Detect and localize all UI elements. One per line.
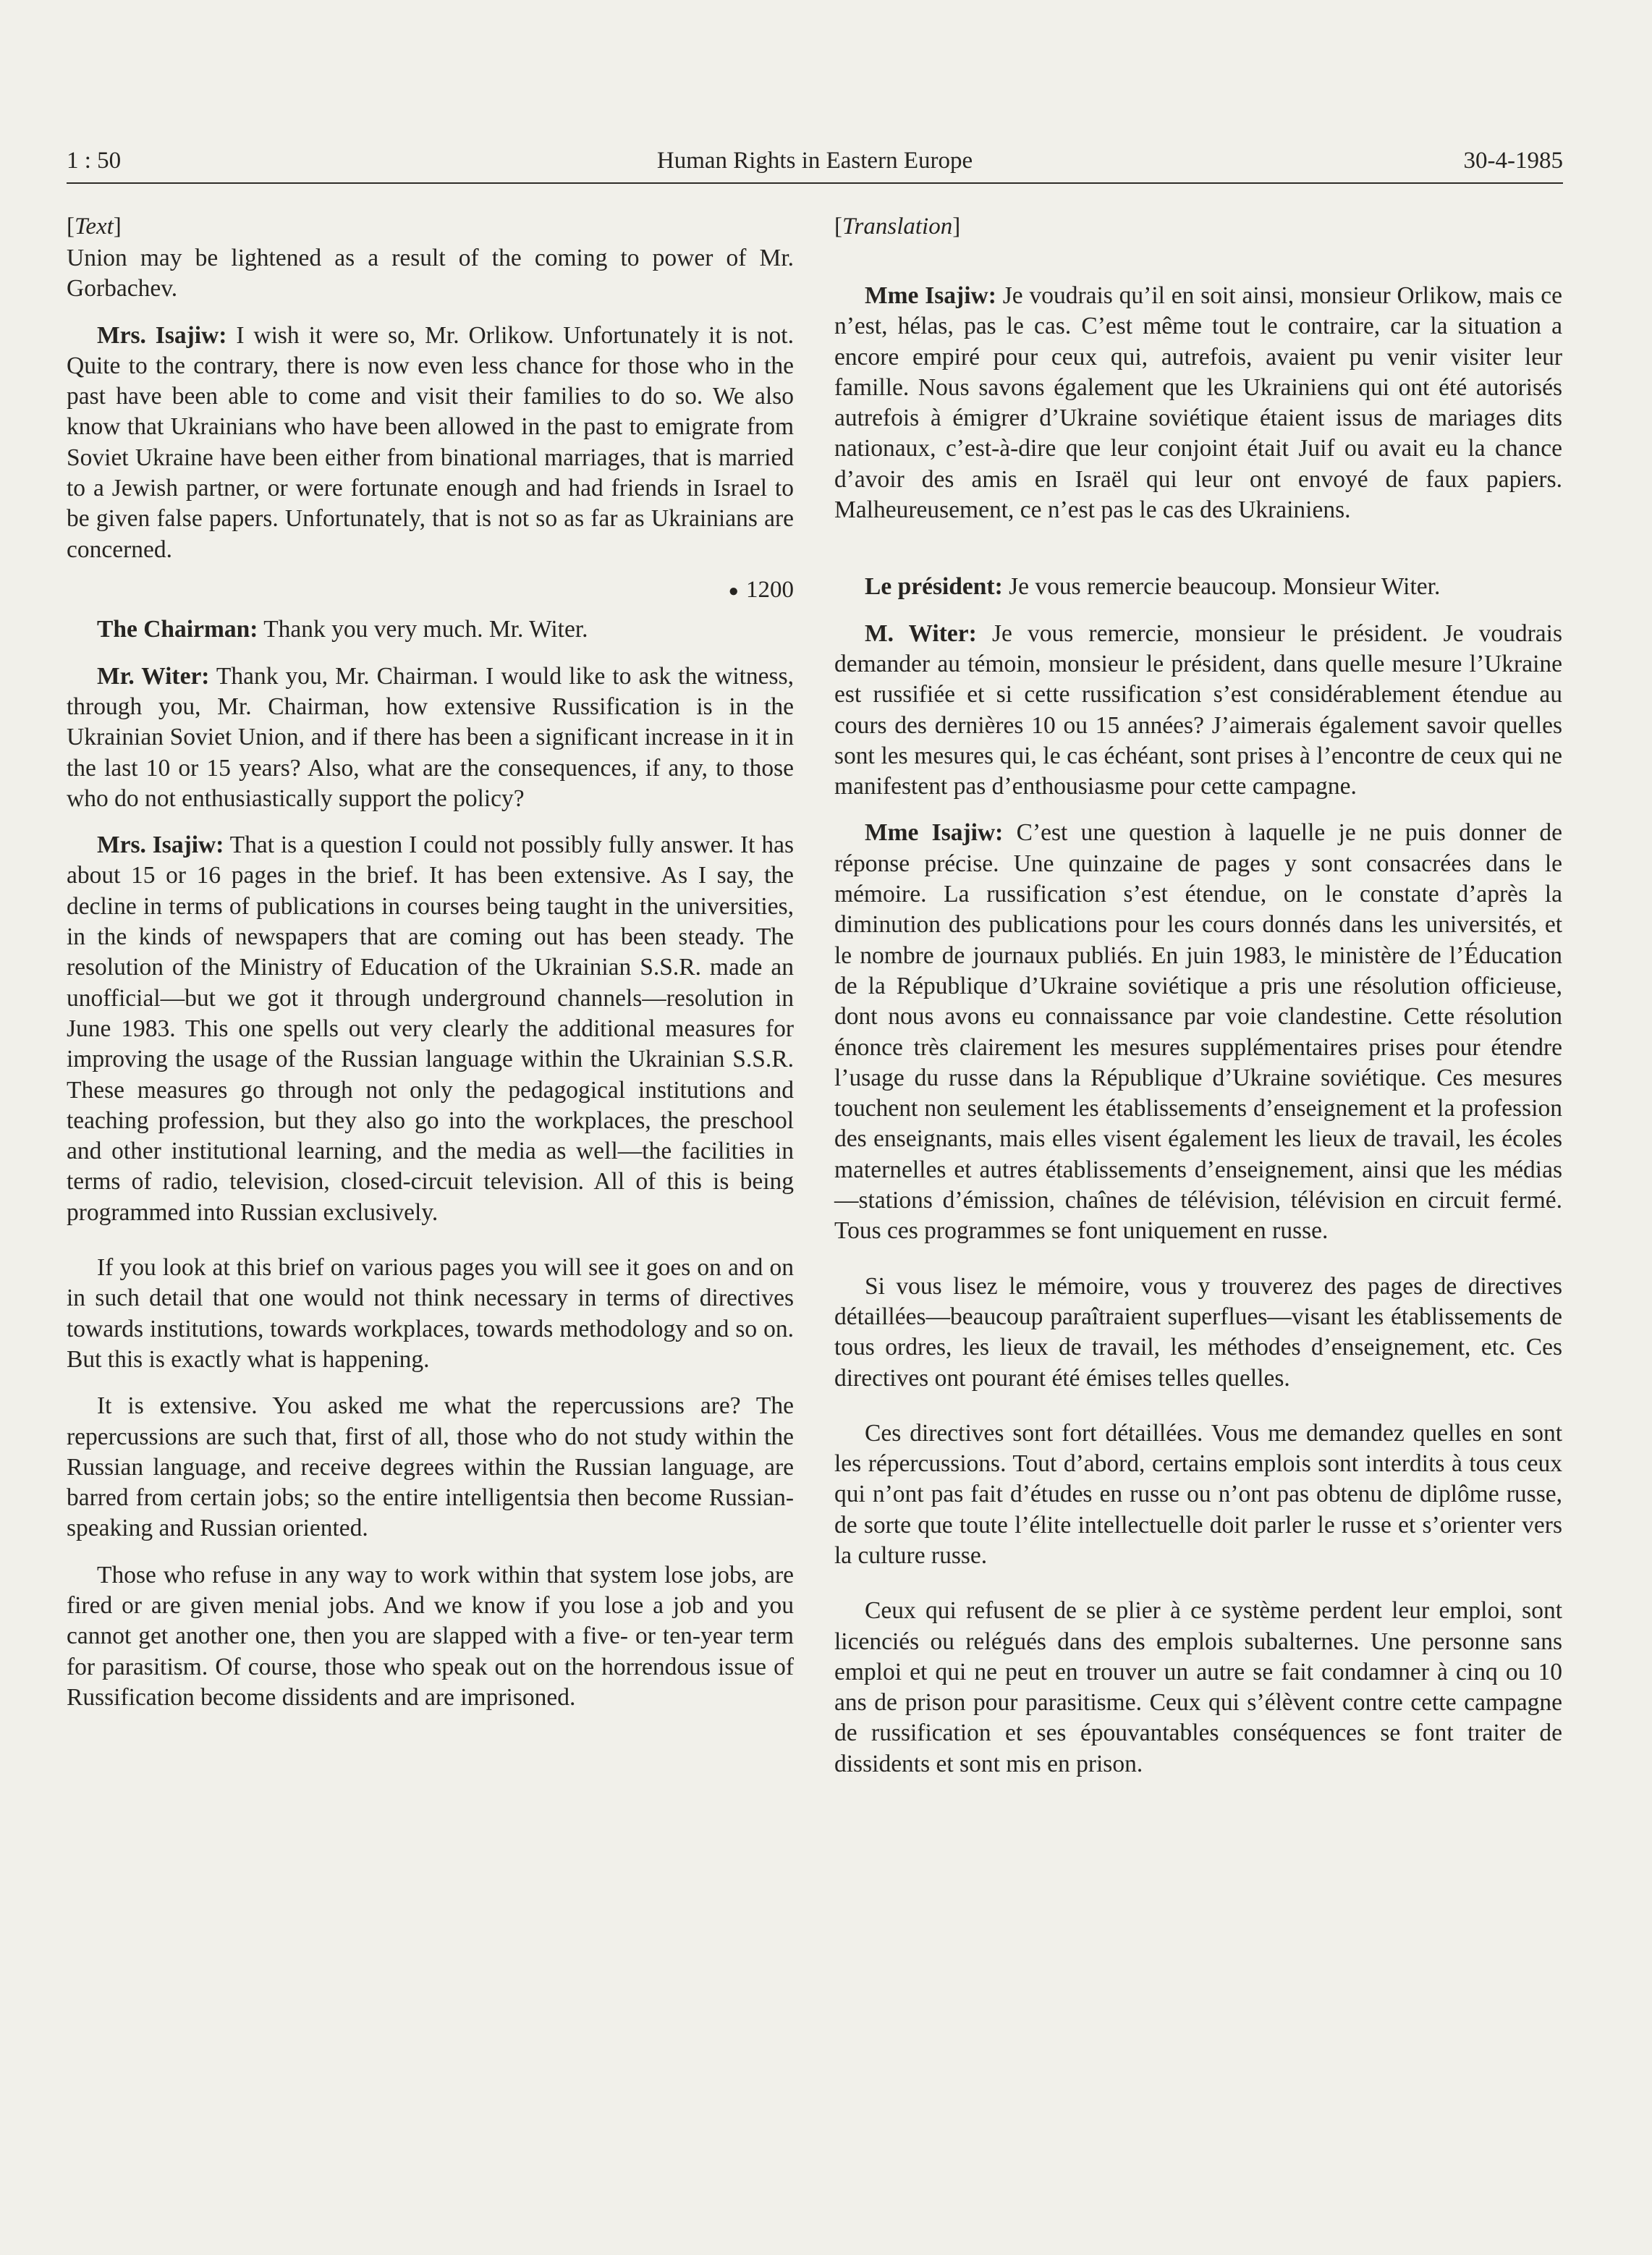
body-paragraph: If you look at this brief on various pages you will see it goes on and on in such detail that one would not think necessary in terms of directives towards institutions, towards workplaces, towards methodology and so on. But this is exactly what is happening. [67, 1254, 794, 1373]
speech-paragraph [67, 661, 794, 814]
speech-paragraph [834, 281, 1562, 525]
speech-text: That is a question I could not possibly fully answer. It has about 15 or 16 pages in the brief. It has been extensive. As I say, the decline in terms of publications in courses being taught in the universities, in the kinds of newspapers that are coming out has been steady. The resolution of the Ministry of Education of the Ukrainian S.S.R. made an unofficial—but we got it through underground channels—resolution in June 1983. This one spells out very clearly the additional measures for improving the usage of the Russian language within the Ukrainian S.S.R. These measures go through not only the pedagogical institutions and teaching profession, but they also go into the workplaces, the preschool and other institutional learning, and the media as well—the facilities in terms of radio, television, closed-circuit television. All of this is being programmed into Russian exclusively. [67, 832, 794, 1226]
continued-paragraph: Union may be lightened as a result of the coming to power of Mr. Gorbachev. [67, 245, 794, 302]
speaker-name: Mme Isajiw: [865, 282, 996, 309]
speech-text: Thank you, Mr. Chairman. I would like to ask the witness, through you, Mr. Chairman, how extensive Russification is in the Ukrainian Soviet Union, and if there has been a significant increase in it in the last 10 or 15 years? Also, what are the consequences, if any, to those who do not enthusiastically support the policy? [67, 662, 795, 812]
speaker-name: Mr. Witer: [97, 662, 210, 690]
speaker-name: Mrs. Isajiw: [97, 832, 224, 859]
speech-paragraph [67, 830, 794, 1228]
column-label-text: Translation [842, 213, 953, 240]
bullet-icon: ● [728, 582, 739, 601]
speech-text: Je vous remercie, monsieur le président. Je voudrais demander au témoin, monsieur le président, dans quelle mesure l’Ukraine est russifiée et si cette russification s’est considérablement étendue au cours des dernières 10 ou 15 années? J’aimerais également savoir quelles sont les mesures qui, le cas échéant, sont prises à l’encontre de ceux qui ne manifestent pas d’enthousiasme pour cette campagne. [834, 619, 1562, 800]
speech-paragraph [834, 572, 1562, 602]
column-label: [Text] [67, 213, 122, 240]
speech-text: Je vous remercie beaucoup. Monsieur Witer. [1002, 573, 1441, 601]
french-column [834, 211, 1562, 1780]
body-paragraph: Ceux qui refusent de se plier à ce système perdent leur emploi, sont licenciés ou relégués dans des emplois subalternes. Une personne sans emploi et qui ne peut en trouver un autre se fait condamner à cinq ou 10 ans de prison pour parasitisme. Ceux qui s’élèvent contre cette campagne de russification et ses épouvantables conséquences se font traiter de dissidents et sont mis en prison. [834, 1597, 1562, 1777]
speech-paragraph [834, 818, 1562, 1246]
body-paragraph: It is extensive. You asked me what the repercussions are? The repercussions are such that, first of all, those who do not study within the Russian language, and receive degrees within the Russian language, are barred from certain jobs; so the entire intelligentsia then become Russian-speaking and Russian oriented. [67, 1392, 794, 1542]
speech-paragraph [67, 614, 794, 645]
speaker-name: The Chairman: [97, 616, 258, 643]
column-label-text: Text [75, 213, 114, 240]
speaker-name: Mrs. Isajiw: [97, 321, 227, 349]
speaker-name: Mme Isajiw: [865, 819, 1004, 847]
page-number: 1 : 50 [67, 148, 122, 174]
body-paragraph: Ces directives sont fort détaillées. Vous me demandez quelles en sont les répercussions. Tout d’abord, certains emplois sont interdits à tous ceux qui n’ont pas fait d’études en russe ou n’ont pas obtenu de diplôme russe, de sorte que toute l’élite intellectuelle doit parler le russe et s’orienter vers la culture russe. [834, 1419, 1562, 1569]
body-paragraph: Those who refuse in any way to work within that system lose jobs, are fired or are given menial jobs. And we know if you lose a job and you cannot get another one, then you are slapped with a five- or ten-year term for parasitism. Of course, those who speak out on the horrendous issue of Russification become dissidents and are imprisoned. [67, 1561, 794, 1711]
english-column [67, 211, 794, 1713]
time-marker [67, 574, 794, 607]
body-paragraph: Si vous lisez le mémoire, vous y trouverez des pages de directives détaillées—beaucoup paraîtraient superflues—visant les établissements de tous ordres, les lieux de travail, les méthodes d’enseignement, etc. Ces directives ont pourant été émises telles quelles. [834, 1272, 1562, 1392]
speech-text: I wish it were so, Mr. Orlikow. Unfortunately it is not. Quite to the contrary, there is now even less chance for those who in the past have been able to come and visit their families to do so. We also know that Ukrainians who have been allowed in the past to emigrate from Soviet Ukraine have been either from binational marriages, that is married to a Jewish partner, or were fortunate enough and had friends in Israel to be given false papers. Unfortunately, that is not so as far as Ukrainians are concerned. [67, 321, 794, 563]
column-label: [Translation] [834, 213, 961, 240]
time-marker-text: 1200 [746, 576, 794, 603]
speech-text: Je voudrais qu’il en soit ainsi, monsieur Orlikow, mais ce n’est, hélas, pas le cas. C’est même tout le contraire, car la situation a encore empiré pour ceux qui, autrefois, avaient pu venir visiter leur famille. Nous savons également que les Ukrainiens qui ont été autorisés autrefois à émigrer d’Ukraine soviétique étaient issus de mariages dits nationaux, c’est-à-dire que leur conjoint était Juif ou avait eu la chance d’avoir des amis en Israël qui leur ont envoyé de faux papiers. Malheureusement, ce n’est pas le cas des Ukrainiens. [834, 282, 1562, 524]
issue-date: 30-4-1985 [1463, 148, 1563, 174]
speech-paragraph [834, 619, 1562, 803]
running-header [67, 139, 1563, 184]
speech-paragraph [67, 321, 794, 565]
publication-title: Human Rights in Eastern Europe [656, 148, 973, 174]
speech-text: C’est une question à laquelle je ne puis donner de réponse précise. Une quinzaine de pages y sont consacrées dans le mémoire. La russification s’est étendue, on le constate d’après la diminution des publications pour les cours donnés dans les universités, et le nombre de journaux publiés. En juin 1983, le ministère de l’Éducation de la République d’Ukraine soviétique a pris une résolution officieuse, dont nous avons eu connaissance par voie clandestine. Cette résolution énonce très clairement les mesures supplémentaires prises pour étendre l’usage du russe dans la République d’Ukraine soviétique. Ces mesures touchent non seulement les établissements d’enseignement et la profession des enseignants, mais elles visent également les lieux de travail, les écoles maternelles et autres établissements d’enseignement, ainsi que les médias—stations d’émission, chaînes de télévision, télévision en circuit fermé. Tous ces programmes se font uniquement en russe. [834, 819, 1562, 1245]
speaker-name: M. Witer: [865, 619, 977, 647]
speech-text: Thank you very much. Mr. Witer. [258, 616, 588, 643]
speaker-name: Le président: [865, 573, 1003, 601]
